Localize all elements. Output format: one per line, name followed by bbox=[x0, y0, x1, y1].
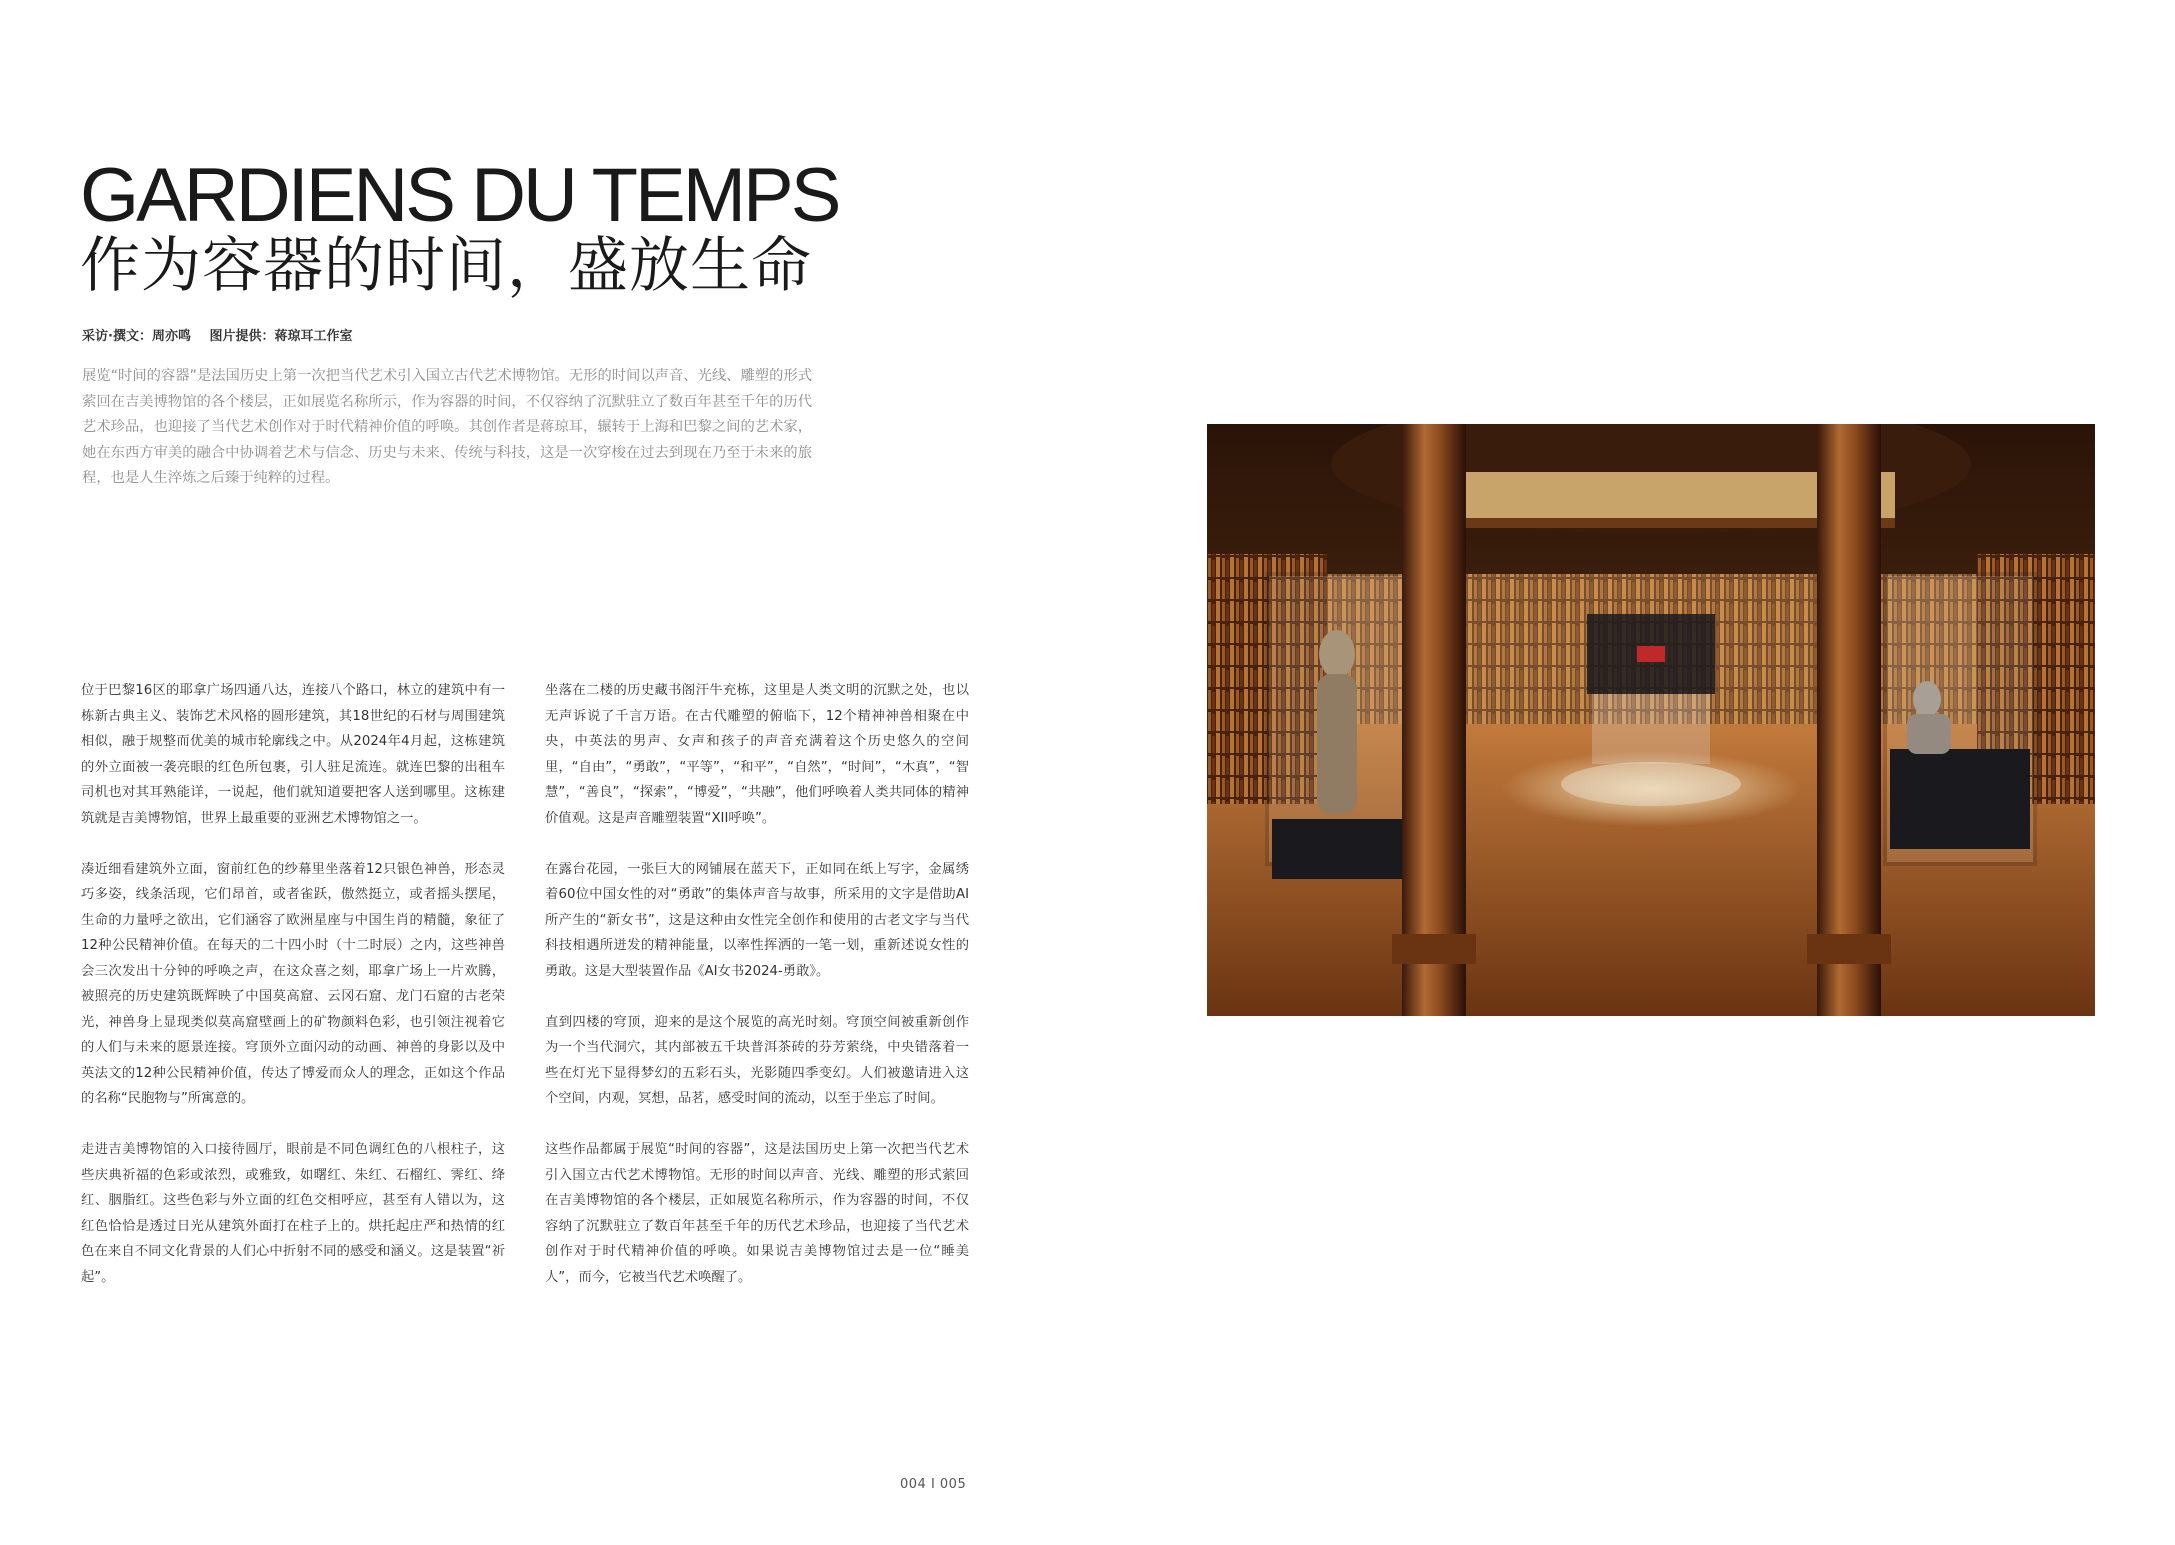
byline-author: 采访·撰文：周亦鸣 bbox=[82, 329, 191, 344]
lead-paragraph: 展览“时间的容器”是法国历史上第一次把当代艺术引入国立古代艺术博物馆。无形的时间以声音、光线、雕塑的形式萦回在吉美博物馆的各个楼层，正如展览名称所示，作为容器的时间，不仅容纳了沉默驻立了数百年甚至千年的历代艺术珍品，也迎接了当代艺术创作对于时代精神价值的呼唤。其创作者是蒋琼耳，辗转于上海和巴黎之间的艺术家，她在东西方审美的融合中协调着艺术与信念、历史与未来、传统与科技，这是一次穿梭在过去到现在乃至于未来的旅程，也是人生淬炼之后臻于纯粹的过程。 bbox=[82, 368, 812, 486]
body-column-left bbox=[81, 678, 505, 1316]
body-paragraph: 在露台花园，一张巨大的网铺展在蓝天下，正如同在纸上写字，金属绣着60位中国女性的对“勇敢”的集体声音与故事，所采用的文字是借助AI所产生的“新女书”，这是这种由女性完全创作和使用的古老文字与当代科技相遇所迸发的精神能量，以率性挥洒的一笔一划，重新述说女性的勇敢。这是大型装置作品《AI女书2024-勇敢》。 bbox=[545, 861, 969, 979]
article-title-zh: 作为容器的时间，盛放生命 bbox=[80, 231, 812, 301]
body-paragraph: 凑近细看建筑外立面，窗前红色的纱幕里坐落着12只银色神兽，形态灵巧多姿，线条活现，它们昂首，或者雀跃，傲然挺立，或者摇头摆尾，生命的力量呼之欲出，它们涵容了欧洲星座与中国生肖的精髓，象征了12种公民精神价值。在每天的二十四小时（十二时辰）之内，这些神兽会三次发出十分钟的呼唤之声，在这众喜之刻，耶拿广场上一片欢腾，被照亮的历史建筑既辉映了中国莫高窟、云冈石窟、龙门石窟的古老荣光，神兽身上显现类似莫高窟壁画上的矿物颜料色彩，也引领注视着它的人们与未来的愿景连接。穹顶外立面闪动的动画、神兽的身影以及中英法文的12种公民精神价值，传达了博爱而众人的理念，正如这个作品的名称“民胞物与”所寓意的。 bbox=[81, 861, 505, 1106]
body-paragraph: 坐落在二楼的历史藏书阁汗牛充栋，这里是人类文明的沉默之处，也以无声诉说了千言万语。在古代雕塑的俯临下，12个精神神兽相聚在中央，中英法的男声、女声和孩子的声音充满着这个历史悠久的空间里，“自由”，“勇敢”，“平等”，“和平”，“自然”，“时间”，“木真”，“智慧”，“善良”，“探索”，“博爱”，“共融”，他们呼唤着人类共同体的精神价值观。这是声音雕塑装置“XII呼唤”。 bbox=[545, 683, 969, 826]
byline-photo-credit: 图片提供：蒋琼耳工作室 bbox=[209, 329, 353, 344]
body-column-right bbox=[545, 678, 969, 1316]
page-numbers: 004 I 005 bbox=[900, 1477, 967, 1492]
byline bbox=[82, 325, 353, 344]
body-paragraph: 这些作品都属于展览“时间的容器”，这是法国历史上第一次把当代艺术引入国立古代艺术博物馆。无形的时间以声音、光线、雕塑的形式萦回在吉美博物馆的各个楼层，正如展览名称所示，作为容器的时间，不仅容纳了沉默驻立了数百年甚至千年的历代艺术珍品，也迎接了当代艺术创作对于时代精神价值的呼唤。如果说吉美博物馆过去是一位“睡美人”，而今，它被当代艺术唤醒了。 bbox=[545, 1142, 969, 1285]
exhibition-photo bbox=[1207, 424, 2095, 1016]
body-paragraph: 直到四楼的穹顶，迎来的是这个展览的高光时刻。穹顶空间被重新创作为一个当代洞穴，其内部被五千块普洱茶砖的芬芳萦绕，中央错落着一些在灯光下显得梦幻的五彩石头，光影随四季变幻。人们被邀请进入这个空间，内观，冥想，品茗，感受时间的流动，以至于坐忘了时间。 bbox=[545, 1014, 969, 1106]
body-paragraph: 走进吉美博物馆的入口接待圆厅，眼前是不同色调红色的八根柱子，这些庆典祈福的色彩或浓烈，或雅致，如曙红、朱红、石榴红、霁红、绛红、胭脂红。这些色彩与外立面的红色交相呼应，甚至有人错以为，这红色恰恰是透过日光从建筑外面打在柱子上的。烘托起庄严和热情的红色在来自不同文化背景的人们心中折射不同的感受和涵义。这是装置“祈起”。 bbox=[81, 1142, 505, 1285]
body-paragraph: 位于巴黎16区的耶拿广场四通八达，连接八个路口，林立的建筑中有一栋新古典主义、装饰艺术风格的圆形建筑，其18世纪的石材与周围建筑相似，融于规整而优美的城市轮廓线之中。从2024年4月起，这栋建筑的外立面被一袭亮眼的红色所包裹，引人驻足流连。就连巴黎的出租车司机也对其耳熟能详，一说起，他们就知道要把客人送到哪里。这栋建筑就是吉美博物馆，世界上最重要的亚洲艺术博物馆之一。 bbox=[81, 683, 505, 826]
rotunda-library-illustration bbox=[1207, 424, 2095, 1016]
article-title-en: GARDIENS DU TEMPS bbox=[80, 153, 839, 238]
